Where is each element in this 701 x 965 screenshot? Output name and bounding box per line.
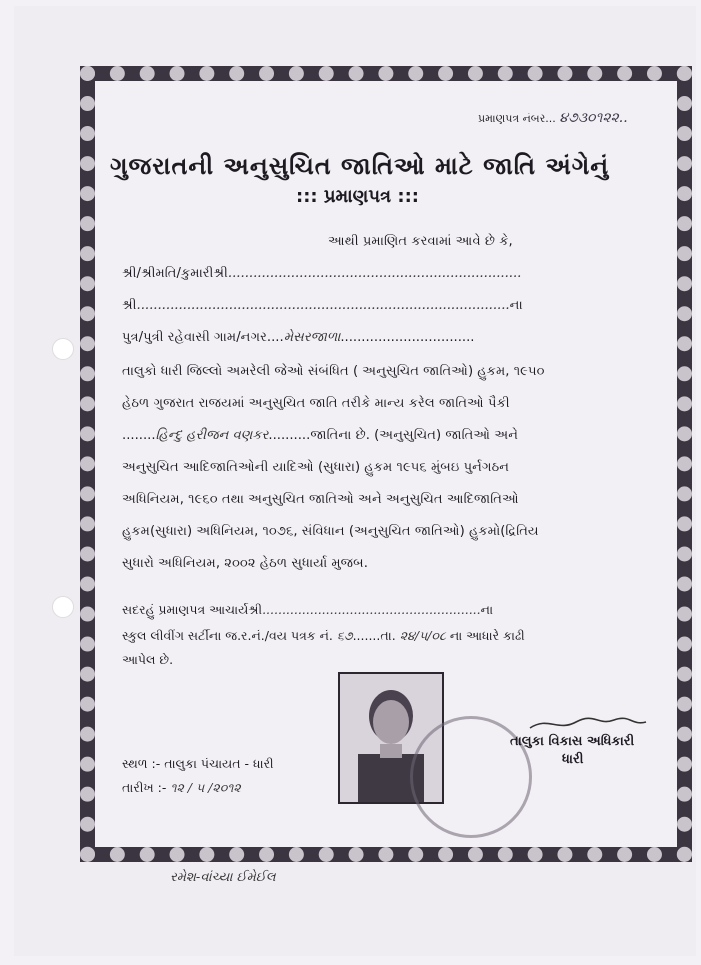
date-line: તારીખ :- ૧૨ / ૫ /૨૦૧૨ [122, 780, 241, 795]
name-line-1: શ્રી/શ્રીમતિ/કુમારીશ્રી...................................................................... [122, 266, 522, 281]
body-para-7: સુધારો અધિનિયમ, ૨૦૦૨ હેઠળ સુધાર્યા મુજબ. [122, 556, 368, 571]
issued-line: આપેલ છે. [122, 652, 174, 667]
punch-hole [52, 338, 74, 360]
body-para-5: અધિનિયમ, ૧૯૬૦ તથા અનુસુચિત જાતિઓ અને અનુસુચિત આદિજાતિઓ [122, 492, 519, 507]
certificate-number: પ્રમાણપત્ર નંબર... ૪૭૩૦૧૨૨.. [478, 110, 628, 126]
school-line: સ્કુલ લીવીંગ સર્ટીના જ.ર.નં./વય પત્રક નં. ૬૭.......તા. ૨૪/૫/૦૮ ના આધારે કાઢી [122, 628, 525, 643]
punch-hole [52, 596, 74, 618]
title-line-2: ::: પ્રમાણપત્ર ::: [296, 186, 419, 207]
body-para-2: હેઠળ ગુજરાત રાજયમાં અનુસુચિત જાતિ તરીકે માન્ય કરેલ જાતિઓ પૈકી [122, 396, 510, 411]
title-line-1: ગુજરાતની અનુસુચિત જાતિઓ માટે જાતિ અંગેનું [110, 152, 610, 180]
bottom-handwritten-note: રમેશ-વાંચ્યા ઈમેઈલ [170, 870, 276, 885]
place-line: સ્થળ :- તાલુકા પંચાયત - ધારી [122, 756, 274, 771]
body-para-1: તાલુકો ધારી જિલ્લો અમરેલી જેઓ સંબંધિત ( અનુસુચિત જાતિઓ) હુકમ, ૧૯૫૦ [122, 364, 545, 379]
officer-title: તાલુકા વિકાસ અધિકારી [510, 734, 635, 749]
body-para-6: હુકમ(સુધારા) અધિનિયમ, ૧૦૭૬, સંવિધાન (અનુસુચિત જાતિઓ) હુકમો(દ્રિતિય [122, 524, 539, 539]
certificate-content [98, 84, 674, 844]
residence-line: પુત્ર/પુત્રી રહેવાસી ગામ/નગર....મેસરજાળા................................ [122, 330, 475, 345]
intro-text: આથી પ્રમાણિત કરવામાં આવે છે કે, [328, 234, 513, 249]
applicant-line: સદરહું પ્રમાણપત્ર આચાર્યશ્રી.......................................................ના [122, 602, 494, 617]
officer-signature [528, 712, 648, 734]
name-line-2: શ્રી.........................................................................................ના [122, 298, 523, 313]
caste-line: ........હિન્દુ હરીજન વણકર..........જાતિના છે. (અનુસુચિત) જાતિઓ અને [122, 428, 519, 443]
officer-place: ધારી [562, 752, 584, 767]
body-para-4: અનુસુચિત આદિજાતિઓની યાદિઓ (સુધારા) હુકમ ૧૯૫૬ મુંબઇ પુર્નગઠન [122, 460, 510, 475]
